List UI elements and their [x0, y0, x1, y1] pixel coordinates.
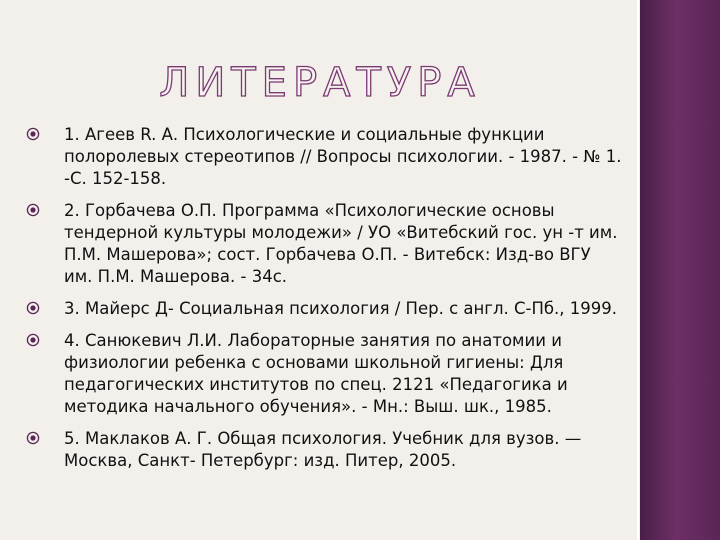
page-title: ЛИТЕРАТУРА [159, 60, 481, 106]
list-item [24, 330, 624, 418]
bullet-circle-icon [26, 127, 40, 141]
list-item [24, 428, 624, 472]
list-item [24, 200, 624, 288]
bullet-circle-icon [26, 301, 40, 315]
reference-text: 5. Маклаков А. Г. Общая психология. Учебник для вузов. — Москва, Санкт- Петербург: изд. Питер, 2005. [64, 429, 582, 470]
list-item [24, 298, 624, 320]
reference-text: 3. Майерс Д- Социальная психология / Пер. с англ. С-Пб., 1999. [64, 299, 618, 318]
bullet-circle-icon [26, 203, 40, 217]
list-item [24, 124, 624, 190]
reference-list [24, 124, 624, 482]
reference-text: 4. Санюкевич Л.И. Лабораторные занятия по анатомии и физиологии ребенка с основами школьной гигиены: Для педагогических институтов по спец. 2121 «Педагогика и методика начального обучения». - Мн.: Выш. шк., 1985. [64, 331, 568, 416]
sidebar-decoration [640, 0, 720, 540]
bullet-circle-icon [26, 333, 40, 347]
reference-text: 1. Агеев R. А. Психологические и социальные функции полоролевых стереотипов // Вопросы психологии. - 1987. - № 1. -С. 152-158. [64, 125, 622, 188]
reference-text: 2. Горбачева О.П. Программа «Психологические основы тендерной культуры молодежи» / УО «Витебский гос. ун -т им. П.М. Машерова»; сост. Горбачева О.П. - Витебск: Изд-во ВГУ им. П.М. Машерова. - 34с. [64, 201, 618, 286]
bullet-circle-icon [26, 431, 40, 445]
